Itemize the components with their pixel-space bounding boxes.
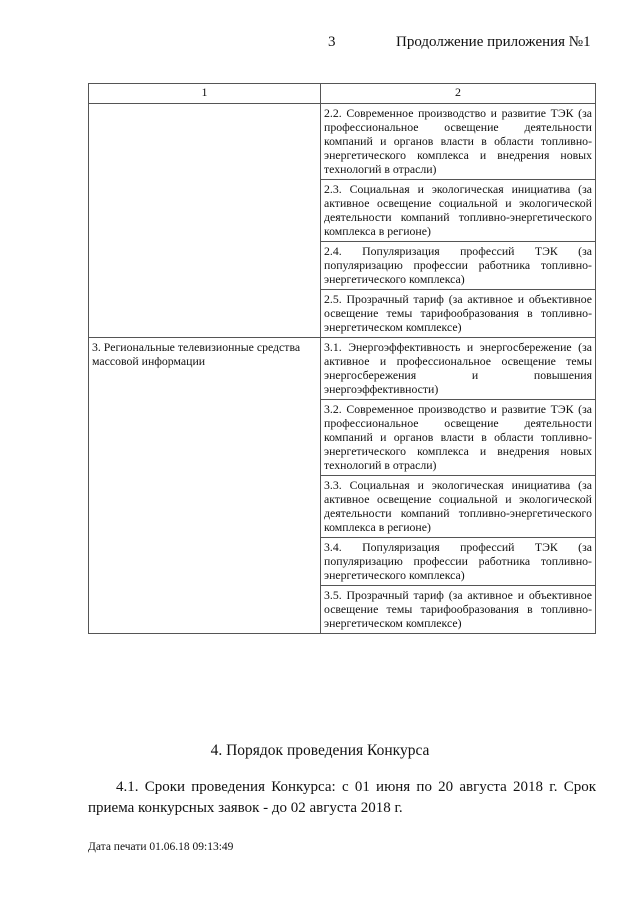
nomination-cell: 3.4. Популяризация профессий ТЭК (за популяризацию профессии работника топливно-энергетического комплекса) [321,538,596,586]
nomination-cell: 2.3. Социальная и экологическая инициатива (за активное освещение социальной и экологической деятельности компаний топливно-энергетического комплекса в регионе) [321,180,596,242]
media-category-cell [89,104,321,338]
page-number: 3 [328,34,336,50]
nomination-cell: 3.5. Прозрачный тариф (за активное и объективное освещение темы тарифообразования в топливно-энергетическом комплексе) [321,586,596,634]
nomination-cell: 3.2. Современное производство и развитие ТЭК (за профессиональное освещение деятельности компаний и органов власти в области топливно-энергетического комплекса и внедрения новых технологий в отрасли) [321,400,596,476]
column-header: 2 [321,84,596,104]
print-date: Дата печати 01.06.18 09:13:49 [88,841,234,853]
section-heading: 4. Порядок проведения Конкурса [210,742,430,759]
table-row [89,338,596,400]
nomination-cell: 2.4. Популяризация профессий ТЭК (за популяризацию профессии работника топливно-энергетического комплекса) [321,242,596,290]
appendix-continuation-label: Продолжение приложения №1 [396,34,591,50]
deadline-paragraph: 4.1. Сроки проведения Конкурса: с 01 июня по 20 августа 2018 г. Срок приема конкурсных заявок - до 02 августа 2018 г. [88,779,596,816]
nomination-cell: 2.2. Современное производство и развитие ТЭК (за профессиональное освещение деятельности компаний и органов власти в области топливно-энергетического комплекса и внедрения новых технологий в отрасли) [321,104,596,180]
nominations-table [88,83,596,634]
nomination-cell: 2.5. Прозрачный тариф (за активное и объективное освещение темы тарифообразования в топливно-энергетическом комплексе) [321,290,596,338]
column-header: 1 [89,84,321,104]
media-category-cell: 3. Региональные телевизионные средства массовой информации [89,338,321,634]
table-header-row [89,84,596,104]
nomination-cell: 3.3. Социальная и экологическая инициатива (за активное освещение социальной и экологической деятельности компаний топливно-энергетического комплекса в регионе) [321,476,596,538]
table-row [89,104,596,180]
nomination-cell: 3.1. Энергоэффективность и энергосбережение (за активное и профессиональное освещение темы энергосбережения и повышения энергоэффективности) [321,338,596,400]
